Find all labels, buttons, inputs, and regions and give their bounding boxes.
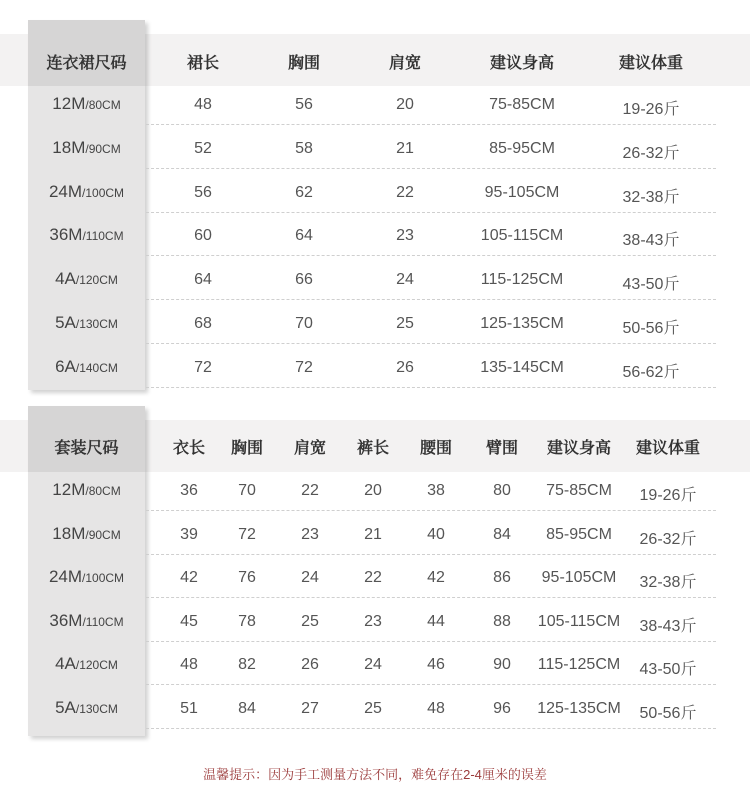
table1-cell: 19-26斤 (622, 101, 680, 118)
size-code: 36M (49, 610, 83, 630)
table2-cell: 19-26斤 (639, 487, 697, 504)
size-height: /80CM (85, 98, 121, 112)
table2-cell: 51 (180, 700, 198, 717)
table1-cell: 21 (396, 139, 414, 157)
table2-cell: 88 (493, 612, 511, 630)
table1-column-header: 肩宽 (388, 55, 422, 72)
table1-cell: 68 (194, 315, 212, 332)
size-code: 18M (52, 137, 86, 157)
table1-cell: 75-85CM (489, 96, 555, 113)
row-divider (146, 387, 716, 388)
table2-cell: 21 (364, 525, 382, 543)
size-height: /100CM (82, 185, 125, 200)
table1-size-label (28, 138, 145, 158)
size-code: 6A (55, 356, 76, 376)
table2-cell: 23 (364, 612, 382, 630)
size-code: 24M (48, 181, 83, 201)
size-code: 12M (52, 94, 86, 113)
table1-cell: 52 (194, 139, 212, 157)
table2-cell: 84 (493, 525, 511, 543)
table1-cell: 56-62斤 (622, 363, 680, 381)
table2-cell: 43-50斤 (639, 661, 697, 679)
size-height: /90CM (85, 141, 121, 156)
table2-size-label (28, 611, 145, 631)
table1-cell: 43-50斤 (622, 276, 680, 294)
table1-cell: 32-38斤 (622, 188, 680, 206)
size-code: 12M (52, 480, 86, 499)
table2-cell: 96 (493, 700, 511, 717)
table2-column-header: 建议身高 (546, 440, 612, 457)
table1-cell: 125-135CM (480, 315, 564, 332)
table2-title: 套装尺码 (54, 440, 119, 457)
size-height: /130CM (75, 702, 118, 716)
table2-cell: 24 (301, 569, 319, 587)
table1-title: 连衣裙尺码 (46, 55, 127, 72)
size-height: /110CM (82, 229, 124, 244)
table1-column-header: 建议身高 (489, 55, 555, 72)
table2-column-header: 裤长 (356, 440, 390, 457)
table1-cell: 26-32斤 (622, 144, 680, 162)
size-height: /130CM (75, 317, 118, 331)
size-code: 4A (55, 269, 76, 289)
table2-column-header: 腰围 (419, 440, 453, 457)
table1-column-header: 建议体重 (618, 55, 684, 72)
table1-size-label (28, 357, 145, 377)
table1-column-header: 胸围 (287, 55, 321, 72)
table2-cell: 26-32斤 (639, 530, 697, 548)
table1-cell: 58 (295, 139, 313, 157)
size-code: 36M (49, 225, 83, 245)
row-divider (146, 343, 716, 344)
table2-cell: 80 (493, 482, 511, 499)
table2-cell: 25 (301, 612, 319, 630)
row-divider (146, 299, 716, 300)
table2-size-label (28, 567, 145, 587)
table2-column-header: 肩宽 (293, 440, 327, 457)
table2-cell: 39 (180, 525, 198, 543)
table2-cell: 23 (301, 525, 319, 543)
table2-cell: 44 (427, 612, 445, 630)
table1-cell: 62 (295, 183, 313, 201)
row-divider (146, 554, 716, 555)
size-height: /120CM (75, 273, 118, 288)
table1-cell: 95-105CM (484, 183, 560, 201)
table2-cell: 32-38斤 (639, 574, 697, 592)
table2-size-label (28, 524, 145, 544)
table1-cell: 135-145CM (480, 358, 564, 376)
table1-cell: 85-95CM (489, 139, 555, 157)
table2-cell: 48 (180, 656, 198, 674)
table1-size-label (28, 269, 145, 289)
table2-column-header: 建议体重 (635, 440, 701, 457)
table1-size-label (28, 225, 145, 245)
table2-cell: 70 (238, 482, 256, 499)
table1-size-label (28, 94, 145, 114)
size-height: /110CM (82, 614, 124, 629)
table2-cell: 72 (238, 525, 256, 543)
table1-cell: 50-56斤 (622, 320, 680, 337)
table1-cell: 20 (396, 96, 414, 113)
table1-cell: 38-43斤 (622, 232, 680, 250)
table2-cell: 36 (180, 482, 198, 499)
table2-size-label (28, 698, 145, 718)
table2-cell: 50-56斤 (639, 705, 697, 722)
row-divider (146, 684, 716, 685)
row-divider (146, 510, 716, 511)
table2-cell: 40 (427, 525, 445, 543)
table1-cell: 60 (194, 227, 212, 245)
size-height: /90CM (85, 527, 121, 542)
table2-cell: 105-115CM (537, 612, 621, 630)
table2-cell: 38-43斤 (639, 617, 697, 635)
table1-cell: 26 (396, 358, 414, 376)
table2-cell: 38 (427, 482, 445, 499)
table1-cell: 66 (295, 271, 313, 289)
table1-cell: 72 (194, 358, 212, 376)
table1-cell: 70 (295, 315, 313, 332)
table1-size-label (28, 182, 145, 202)
table1-cell: 115-125CM (480, 271, 564, 289)
table2-cell: 85-95CM (546, 525, 612, 543)
table1-cell: 64 (295, 227, 313, 245)
table1-cell: 56 (194, 183, 212, 201)
table2-cell: 82 (238, 656, 256, 674)
table2-cell: 90 (493, 656, 511, 674)
size-height: /120CM (75, 658, 118, 673)
table2-cell: 27 (301, 700, 319, 717)
table2-cell: 25 (364, 700, 382, 717)
table2-cell: 22 (364, 569, 382, 587)
row-divider (146, 168, 716, 169)
table1-cell: 24 (396, 271, 414, 289)
size-code: 18M (52, 523, 86, 543)
table2-cell: 86 (493, 569, 511, 587)
table2-cell: 22 (301, 482, 319, 499)
table1-column-header: 裙长 (186, 55, 220, 72)
table2-cell: 95-105CM (541, 569, 617, 587)
size-code: 4A (55, 654, 76, 674)
table1-size-label (28, 313, 145, 333)
table2-cell: 24 (364, 656, 382, 674)
table2-cell: 46 (427, 656, 445, 674)
table2-size-label (28, 654, 145, 674)
table1-cell: 25 (396, 315, 414, 332)
row-divider (146, 212, 716, 213)
row-divider (146, 728, 716, 729)
table2-size-label (28, 480, 145, 500)
table2-cell: 84 (238, 700, 256, 717)
table1-cell: 22 (396, 183, 414, 201)
table2-cell: 42 (180, 569, 198, 587)
table2-cell: 78 (238, 612, 256, 630)
size-code: 5A (55, 313, 76, 332)
table2-column-header: 胸围 (230, 440, 264, 457)
measurement-note: 温馨提示：因为手工测量方法不同，难免存在2-4厘米的误差 (203, 767, 547, 782)
table2-cell: 48 (427, 700, 445, 717)
table1-cell: 64 (194, 271, 212, 289)
size-height: /140CM (75, 360, 118, 375)
table2-cell: 20 (364, 482, 382, 499)
table2-cell: 42 (427, 569, 445, 587)
table1-cell: 105-115CM (480, 227, 564, 245)
table2-cell: 26 (301, 656, 319, 674)
size-height: /80CM (85, 484, 121, 498)
size-code: 5A (55, 698, 76, 717)
row-divider (146, 124, 716, 125)
table1-cell: 23 (396, 227, 414, 245)
table2-column-header: 臂围 (485, 440, 519, 457)
table1-cell: 48 (194, 96, 212, 113)
table2-column-header: 衣长 (172, 440, 206, 457)
table2-cell: 115-125CM (537, 656, 621, 674)
table2-cell: 75-85CM (546, 482, 612, 499)
table2-cell: 125-135CM (537, 700, 621, 717)
size-code: 24M (48, 567, 83, 587)
table1-cell: 72 (295, 358, 313, 376)
table2-cell: 76 (238, 569, 256, 587)
row-divider (146, 597, 716, 598)
row-divider (146, 255, 716, 256)
table1-cell: 56 (295, 96, 313, 113)
row-divider (146, 641, 716, 642)
table2-cell: 45 (180, 612, 198, 630)
size-height: /100CM (82, 571, 125, 586)
